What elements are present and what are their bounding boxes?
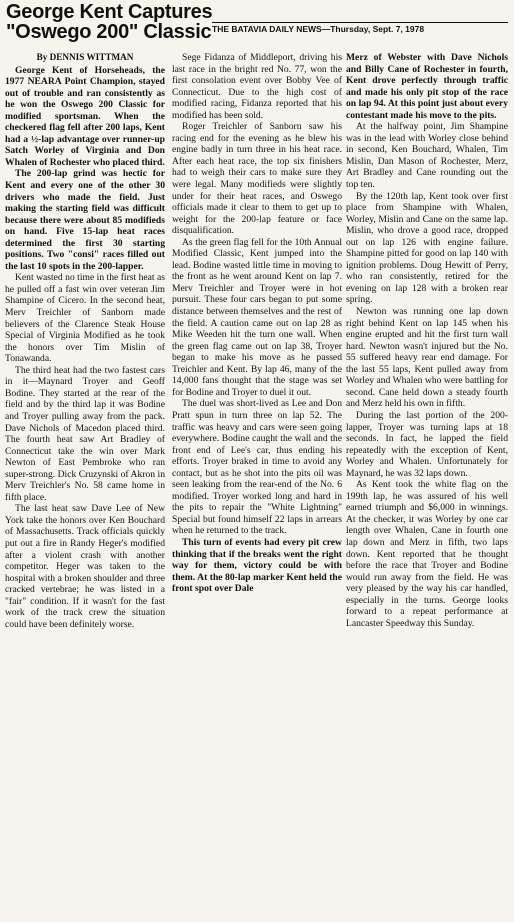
headline-line-1: George Kent Captures [6, 1, 213, 23]
paragraph: The 200-lap grind was hectic for Kent and every one of the other 30 drivers who made the field. Just making the starting field was difficult because there were about 85 modifieds on hand. Five 15-lap heat races determined the first 30 starting positions. Two "consi" races filled out the last 10 spots in the 200-lapper. [5, 168, 165, 272]
paragraph: Merz of Webster with Dave Nichols and Billy Cane of Rochester in fourth, Kent drove perfectly through traffic and made his only pit stop of the race on lap 94. At this point just about every contestant made his move to the pits. [346, 52, 508, 121]
paragraph: As the green flag fell for the 10th Annual Modified Classic, Kent jumped into the lead. Bodine wasted little time in moving to the front as he went around Kent on lap 7. Merv Treichler and Troyer were in hot pursuit. These four cars began to put some distance between themselves and the rest of the field. A caution came out on lap 28 as Mike Weeden hit the turn one wall. When the green flag came out on lap 38, Troyer began to make his move as he passed Treichler and Kent. By lap 46, many of the 14,000 fans thought that the stage was set for Bodine and Troyer to duel it out. [172, 236, 342, 398]
paragraph: George Kent of Horseheads, the 1977 NEARA Point Champion, stayed out of trouble and ran consistently as he won the Oswego 200 Classic for modified sportsman. When the checkered flag fell after 200 laps, Kent had a ½-lap advantage over runner-up Satch Worley of Virginia and Don Whalen of Rochester who placed third. [5, 64, 165, 168]
paragraph: During the last portion of the 200-lapper, Troyer was turning laps at 18 seconds. In fact, he lapped the field repeatedly with the exception of Kent, Worley and Whalen. Unfortunately for Maynard, he was 32 laps down. [346, 409, 508, 479]
paragraph: This turn of events had every pit crew thinking that if the breaks went the right way for them, victory could be with them. At the 80-lap marker Kent held the front spot over Dale [172, 536, 342, 595]
column-2 [172, 52, 342, 595]
column-1 [5, 52, 165, 630]
dateline: THE BATAVIA DAILY NEWS—Thursday, Sept. 7, 1978 [212, 22, 508, 34]
paragraph: The third heat had the two fastest cars in it—Maynard Troyer and Geoff Bodine. They started at the rear of the field and by the third lap it was Bodine and Troyer pulling away from the pack. Dave Nichols of Macedon placed third. The fourth heat saw Art Bradley of Connecticut take the win over Mark Newton of East Pembroke who ran super-strong. Dick Cruzynski of Akron in Merv Treichler's No. 58 came home in fifth place. [5, 364, 165, 503]
paragraph: Kent wasted no time in the first heat as he pulled off a fast win over veteran Jim Shampine of Cicero. In the second heat, Merv Treichler of Sanborn made believers of the Clarence Steak House Special of Virginia Modified as he took the honors over Tim Mislin of Tonawanda. [5, 272, 165, 365]
column-3 [346, 52, 508, 629]
headline-line-2: "Oswego 200" Classic [6, 21, 212, 43]
paragraph: At the halfway point, Jim Shampine was in the lead with Worley close behind in second, Ken Bouchard, Whalen, Tim Mislin, Dan Mason of Rochester, Merz, Art Bradley and Cane rounding out the top ten. [346, 121, 508, 191]
paragraph: By the 120th lap, Kent took over first place from Shampine with Whalen, Worley, Mislin and Cane on the same lap. Mislin, who drove a good race, dropped out on lap 126 with engine failure. Shampine pitted for good on lap 140 with ignition problems. Doug Hewitt of Perry, who ran consistently, retired for the evening on lap 128 with a broken rear spring. [346, 190, 508, 306]
byline: By DENNIS WITTMAN [36, 52, 134, 62]
paragraph: Roger Treichler of Sanborn saw his racing end for the evening as he blew his engine badly in turn three in his heat race. After each heat race, the top six finishers had to weigh their cars to make sure they were legal. Many modifieds were slightly under for their heat races, and Oswego officials made it clear to them to get up to weight for the 200-lap feature or face disqualification. [172, 121, 342, 237]
paragraph: Sege Fidanza of Middleport, driving his last race in the bright red No. 77, won the first consolation event over Bobby Vee of Connecticut. Due to the high cost of modified racing, Fidanza reported that his modified has been sold. [172, 52, 342, 121]
paragraph: The duel was short-lived as Lee and Don Pratt spun in turn three on lap 52. The traffic was heavy and cars were seen going everywhere. Bodine caught the wall and the front end of Lee's car, thus ending his efforts. Troyer braked in time to avoid any contact, but as he shot into the pits oil was seen leaking from the rear-end of the No. 6 modified. Troyer worked long and hard in the pits to repair the "White Lightning" Special but found himself 22 laps in arrears when he returned to the track. [172, 398, 342, 537]
paragraph: Newton was running one lap down right behind Kent on lap 145 when his engine erupted and hit the first turn wall hard. Newton wasn't injured but the No. 55 suffered heavy rear end damage. For the last 55 laps, Kent pulled away from Worley and Whalen who were battling for second. Cane held down a steady fourth and Merz held his own in fifth. [346, 306, 508, 410]
paragraph: As Kent took the white flag on the 199th lap, he was assured of his well earned triumph and $6,000 in winnings. At the checker, it was Worley by one car length over Whalen, Cane in fourth one lap down and Merz in fifth, two laps down. Kent reported that he thought before the race that Troyer and Bodine would run away from the field. He was very pleased by the way his car handled, especially in the turns. George looks forward to a repeat performance at Lancaster Speedway this Sunday. [346, 479, 508, 629]
paragraph: The last heat saw Dave Lee of New York take the honors over Ken Bouchard of Massachusetts. Track officials quickly put out a fire in Randy Heger's modified after a violent crash with another competitor. Heger was taken to the hospital with a broken shoulder and three cracked vertebrae; he was listed in a "fair" condition. If it wasn't for the fast work of the track crew the situation could have been definitely worse. [5, 503, 165, 630]
